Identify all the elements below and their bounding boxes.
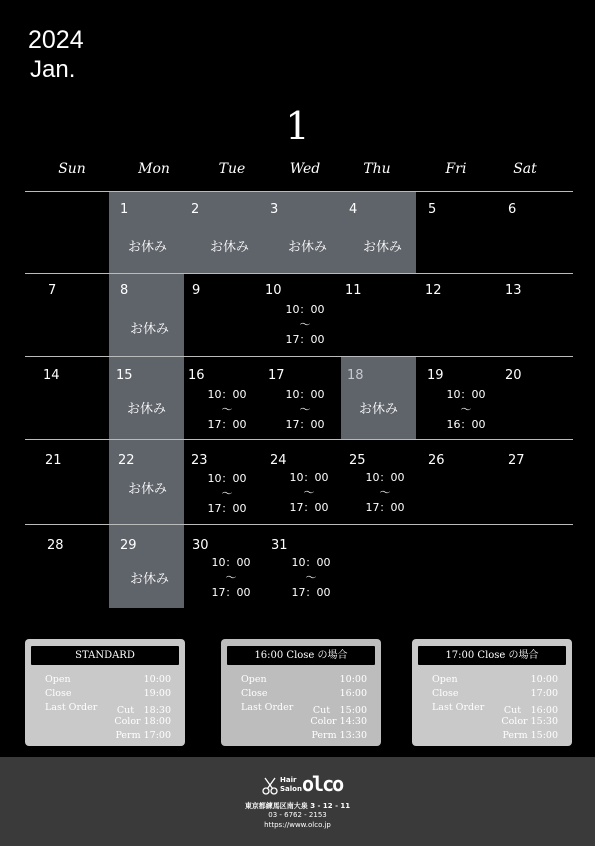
day-19: 19 — [427, 368, 444, 383]
legend-title: 16:00 Close の場合 — [227, 646, 375, 665]
day-31: 31 — [271, 538, 288, 553]
color-value: Color 14:30 — [310, 716, 367, 727]
closed-label-22: お休み — [128, 482, 168, 497]
close-value: 17:00 — [530, 688, 558, 699]
hours-19: 10：00 ～ 16：00 — [446, 388, 486, 431]
logo-olco: olco — [302, 772, 343, 796]
day-9: 9 — [192, 283, 201, 298]
closed-label-4: お休み — [363, 240, 403, 255]
day-8: 8 — [120, 283, 129, 298]
row-divider — [25, 191, 573, 192]
hours-24: 10：00 ～ 17：00 — [289, 471, 329, 514]
legend-standard — [25, 639, 185, 746]
footer-address: 東京都練馬区南大泉 3 - 12 - 11 — [244, 802, 351, 810]
open-value: 10:00 — [143, 674, 171, 685]
hours-30: 10：00 ～ 17：00 — [211, 556, 251, 599]
color-value: Color 15:30 — [501, 716, 558, 727]
weekday-mon: Mon — [138, 161, 170, 177]
closed-label-2: お休み — [210, 240, 250, 255]
hours-17: 10：00 ～ 17：00 — [285, 388, 325, 431]
big-month-number: 1 — [285, 104, 310, 148]
weekday-thu: Thu — [363, 161, 391, 177]
row-divider — [25, 524, 573, 525]
day-21: 21 — [45, 453, 62, 468]
day-6: 6 — [508, 202, 517, 217]
weekday-fri: Fri — [445, 161, 467, 177]
salon-logo — [262, 772, 343, 797]
hours-31: 10：00 ～ 17：00 — [291, 556, 331, 599]
day-17: 17 — [268, 368, 285, 383]
day-7: 7 — [48, 283, 57, 298]
last-order-label: Last Order — [432, 702, 485, 713]
open-value: 10:00 — [339, 674, 367, 685]
cut-value: Cut 15:00 — [312, 705, 367, 716]
color-value: Color 18:00 — [114, 716, 171, 727]
closed-label-29: お休み — [130, 572, 170, 587]
closed-label-18: お休み — [359, 402, 399, 417]
close-label: Close — [241, 688, 268, 699]
day-1: 1 — [120, 202, 129, 217]
closed-block-week1 — [109, 192, 416, 273]
weekday-tue: Tue — [218, 161, 246, 177]
day-20: 20 — [505, 368, 522, 383]
day-30: 30 — [192, 538, 209, 553]
weekday-wed: Wed — [289, 161, 321, 177]
closed-label-1: お休み — [128, 240, 168, 255]
day-26: 26 — [428, 453, 445, 468]
logo-salon: Salon — [280, 785, 302, 793]
last-order-label: Last Order — [45, 702, 98, 713]
open-label: Open — [241, 674, 267, 685]
open-value: 10:00 — [530, 674, 558, 685]
day-25: 25 — [349, 453, 366, 468]
footer-url[interactable]: https://www.olco.jp — [264, 821, 331, 829]
day-27: 27 — [508, 453, 525, 468]
day-4: 4 — [349, 202, 358, 217]
day-11: 11 — [345, 283, 362, 298]
footer-phone: 03 - 6762 - 2153 — [268, 811, 327, 819]
row-divider — [25, 356, 573, 357]
day-3: 3 — [270, 202, 279, 217]
cut-value: Cut 16:00 — [503, 705, 558, 716]
day-15: 15 — [116, 368, 133, 383]
day-16: 16 — [188, 368, 205, 383]
open-label: Open — [432, 674, 458, 685]
perm-value: Perm 13:30 — [311, 730, 367, 741]
perm-value: Perm 15:00 — [502, 730, 558, 741]
legend-title: STANDARD — [31, 646, 179, 665]
hours-23: 10：00 ～ 17：00 — [207, 472, 247, 515]
day-28: 28 — [47, 538, 64, 553]
close-label: Close — [432, 688, 459, 699]
day-10: 10 — [265, 283, 282, 298]
legend-title: 17:00 Close の場合 — [418, 646, 566, 665]
day-24: 24 — [270, 453, 287, 468]
hours-16: 10：00 ～ 17：00 — [207, 388, 247, 431]
hours-10: 10：00 ～ 17：00 — [285, 303, 325, 346]
cut-value: Cut 18:30 — [116, 705, 171, 716]
day-23: 23 — [191, 453, 208, 468]
month-label: Jan. — [30, 56, 76, 83]
row-divider — [25, 439, 573, 440]
weekday-sat: Sat — [513, 161, 537, 177]
day-29: 29 — [120, 538, 137, 553]
closed-label-15: お休み — [127, 402, 167, 417]
perm-value: Perm 17:00 — [115, 730, 171, 741]
closed-label-8: お休み — [130, 322, 170, 337]
day-13: 13 — [505, 283, 522, 298]
hours-25: 10：00 ～ 17：00 — [365, 471, 405, 514]
closed-label-3: お休み — [288, 240, 328, 255]
day-14: 14 — [43, 368, 60, 383]
legend-close16 — [221, 639, 381, 746]
day-22: 22 — [118, 453, 135, 468]
close-value: 16:00 — [339, 688, 367, 699]
close-label: Close — [45, 688, 72, 699]
logo-hair: Hair — [280, 776, 297, 784]
day-5: 5 — [428, 202, 437, 217]
legend-close17 — [412, 639, 572, 746]
open-label: Open — [45, 674, 71, 685]
day-2: 2 — [191, 202, 200, 217]
row-divider — [25, 273, 573, 274]
scissors-icon — [262, 777, 278, 795]
year-label: 2024 — [28, 26, 84, 54]
weekday-sun: Sun — [58, 161, 86, 177]
day-12: 12 — [425, 283, 442, 298]
day-18: 18 — [347, 368, 364, 383]
last-order-label: Last Order — [241, 702, 294, 713]
close-value: 19:00 — [143, 688, 171, 699]
